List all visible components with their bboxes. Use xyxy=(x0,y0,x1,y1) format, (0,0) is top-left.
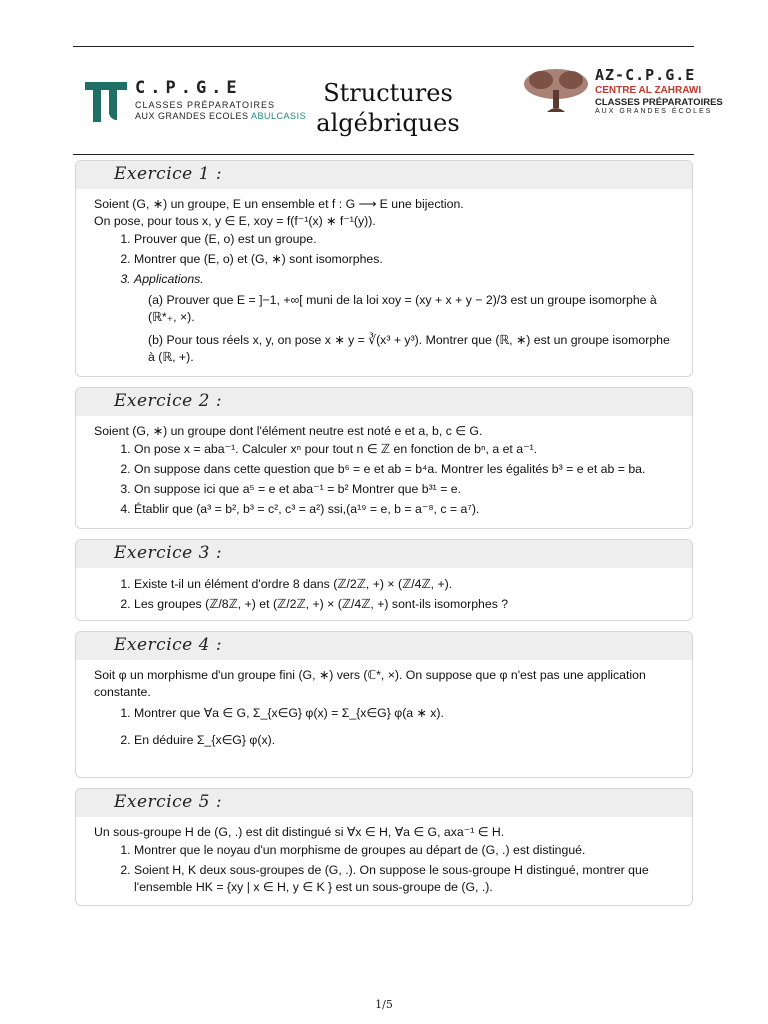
exercise-title: Exercice 5 : xyxy=(114,792,223,812)
az-cpge-logo-line3: AUX GRANDES ÉCOLES xyxy=(595,108,713,115)
exercise-heading xyxy=(76,540,692,568)
list-item: 2. Les groupes (ℤ/8ℤ, +) et (ℤ/2ℤ, +) × (ℤ/4ℤ, +) sont-ils isomorphes ? xyxy=(134,596,675,613)
exercise-title: Exercice 1 : xyxy=(114,164,223,184)
exercise-intro: Soit φ un morphisme d'un groupe fini (G, ∗) vers (ℂ*, ×). On suppose que φ n'est pas une application constante. xyxy=(94,668,646,699)
list-item: 2. Soient H, K deux sous-groupes de (G, .). On suppose le sous-groupe H distingué, montrer que l'ensemble HK = {xy | x ∈ H, y ∈ K } est un sous-groupe de (G, .). xyxy=(134,862,675,896)
document-title-line2: algébriques xyxy=(316,109,460,137)
document-title-line1: Structures xyxy=(323,79,453,107)
header-bottom-rule xyxy=(73,154,694,155)
sub-list-item: (a) Prouver que E = ]−1, +∞[ muni de la loi xoy = (xy + x + y − 2)/3 est un groupe isomorphe à (ℝ*₊, ×). xyxy=(148,293,657,324)
cpge-logo-line1: CLASSES PRÉPARATOIRES xyxy=(135,100,276,110)
cpge-logo-line2a: AUX GRANDES ECOLES xyxy=(135,111,249,121)
exercise-heading xyxy=(76,161,692,189)
document-title xyxy=(288,78,488,138)
list-item: 2. On suppose dans cette question que b⁶ = e et ab = b⁴a. Montrer les égalités b³ = e et ab = ba. xyxy=(134,461,675,478)
exercise-3 xyxy=(75,539,693,621)
exercise-4 xyxy=(75,631,693,778)
list-item: 2. Montrer que (E, o) et (G, ∗) sont isomorphes. xyxy=(134,251,675,268)
list-item: 1. On pose x = aba⁻¹. Calculer xⁿ pour tout n ∈ ℤ en fonction de bⁿ, a et a⁻¹. xyxy=(134,441,675,458)
list-item: 3. On suppose ici que a⁵ = e et aba⁻¹ = b² Montrer que b³¹ = e. xyxy=(134,481,675,498)
cpge-logo-line2 xyxy=(135,111,306,121)
exercise-heading xyxy=(76,789,692,817)
az-cpge-logo-line1: CENTRE AL ZAHRAWI xyxy=(595,85,702,96)
sub-list-item: (b) Pour tous réels x, y, on pose x ∗ y = ∛(x³ + y³). Montrer que (ℝ, ∗) est un groupe isomorphe à (ℝ, +). xyxy=(148,333,670,364)
exercise-5 xyxy=(75,788,693,906)
list-item: 2. En déduire Σ_{x∈G} φ(x). xyxy=(134,732,675,749)
exercise-intro: Soient (G, ∗) un groupe, E un ensemble et f : G ⟶ E une bijection. xyxy=(94,197,464,211)
exercise-intro: Soient (G, ∗) un groupe dont l'élément neutre est noté e et a, b, c ∈ G. xyxy=(94,424,483,438)
cpge-logo-title: C.P.G.E xyxy=(135,78,242,98)
exercise-title: Exercice 3 : xyxy=(114,543,223,563)
exercise-1 xyxy=(75,160,693,377)
exercise-title: Exercice 2 : xyxy=(114,391,223,411)
list-item: 3. Applications. xyxy=(134,271,675,288)
az-cpge-logo-title: AZ-C.P.G.E xyxy=(595,66,696,84)
exercise-2 xyxy=(75,387,693,529)
list-item: 1. Prouver que (E, o) est un groupe. xyxy=(134,231,675,248)
exercise-intro: Un sous-groupe H de (G, .) est dit distingué si ∀x ∈ H, ∀a ∈ G, axa⁻¹ ∈ H. xyxy=(94,825,505,839)
az-cpge-logo xyxy=(521,66,723,126)
cpge-logo-line2b: ABULCASIS xyxy=(251,111,307,121)
exercise-heading xyxy=(76,632,692,660)
list-item: 1. Montrer que ∀a ∈ G, Σ_{x∈G} φ(x) = Σ_{x∈G} φ(a ∗ x). xyxy=(134,705,675,722)
list-item: 4. Établir que (a³ = b², b³ = c², c³ = a²) ssi,(a¹⁹ = e, b = a⁻⁸, c = a⁷). xyxy=(134,501,675,518)
tree-icon xyxy=(521,66,591,114)
exercise-intro: On pose, pour tous x, y ∈ E, xoy = f(f⁻¹(x) ∗ f⁻¹(y)). xyxy=(94,214,376,228)
page-number: 1/5 xyxy=(375,998,393,1011)
cpge-logo xyxy=(85,76,307,126)
list-item: 1. Montrer que le noyau d'un morphisme de groupes au départ de (G, .) est distingué. xyxy=(134,842,675,859)
page-header xyxy=(73,46,723,154)
list-item: 1. Existe t-il un élément d'ordre 8 dans (ℤ/2ℤ, +) × (ℤ/4ℤ, +). xyxy=(134,576,675,593)
exercise-heading xyxy=(76,388,692,416)
az-cpge-logo-line2: CLASSES PRÉPARATOIRES xyxy=(595,97,723,108)
exercise-title: Exercice 4 : xyxy=(114,635,223,655)
cpge-logo-mark xyxy=(85,82,129,122)
